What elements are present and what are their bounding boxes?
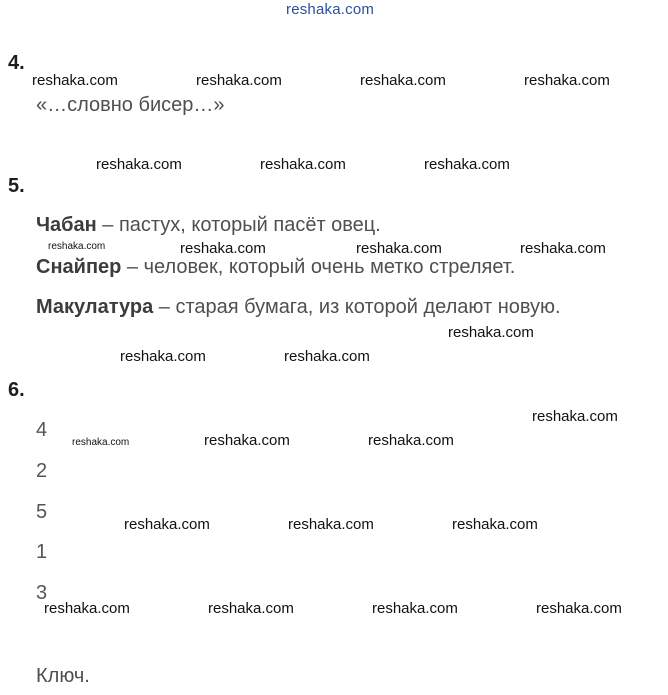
sequence-digit: 5 [36,501,48,523]
definition-text: – человек, который очень метко стреляет. [121,256,516,278]
question-4-answer: «…словно бисер…» [36,94,225,116]
watermark: reshaka.com [532,408,618,425]
sequence-digit: 4 [36,419,48,441]
definition-line [36,256,515,279]
sequence-digit: 3 [36,582,48,604]
watermark: reshaka.com [260,156,346,173]
watermark: reshaka.com [208,600,294,617]
question-6-number: 6. [8,379,25,401]
sequence-digit: 2 [36,460,48,482]
watermark: reshaka.com [48,241,106,252]
question-4-number: 4. [8,52,25,74]
watermark: reshaka.com [520,240,606,257]
watermark: reshaka.com [72,437,130,448]
watermark: reshaka.com [120,348,206,365]
watermark: reshaka.com [124,516,210,533]
definition-text: – старая бумага, из которой делают новую. [153,296,561,318]
watermark: reshaka.com [524,72,610,89]
watermark: reshaka.com [196,72,282,89]
watermark: reshaka.com [204,432,290,449]
watermark: reshaka.com [180,240,266,257]
watermark: reshaka.com [44,600,130,617]
definition-line [36,214,381,237]
definition-term: Снайпер [36,256,122,278]
watermark: reshaka.com [284,348,370,365]
definition-term: Чабан [36,214,97,236]
question-6-answer: Ключ. [36,665,90,687]
watermark: reshaka.com [424,156,510,173]
watermark: reshaka.com [372,600,458,617]
definition-line [36,296,561,319]
watermark: reshaka.com [356,240,442,257]
watermark: reshaka.com [360,72,446,89]
site-header-link[interactable]: reshaka.com [286,1,375,18]
watermark: reshaka.com [32,72,118,89]
watermark: reshaka.com [448,324,534,341]
watermark: reshaka.com [288,516,374,533]
sequence-digit: 1 [36,541,48,563]
definition-text: – пастух, который пасёт овец. [96,214,381,236]
watermark: reshaka.com [96,156,182,173]
watermark: reshaka.com [368,432,454,449]
watermark: reshaka.com [452,516,538,533]
definition-term: Макулатура [36,296,154,318]
question-5-number: 5. [8,175,25,197]
watermark: reshaka.com [536,600,622,617]
